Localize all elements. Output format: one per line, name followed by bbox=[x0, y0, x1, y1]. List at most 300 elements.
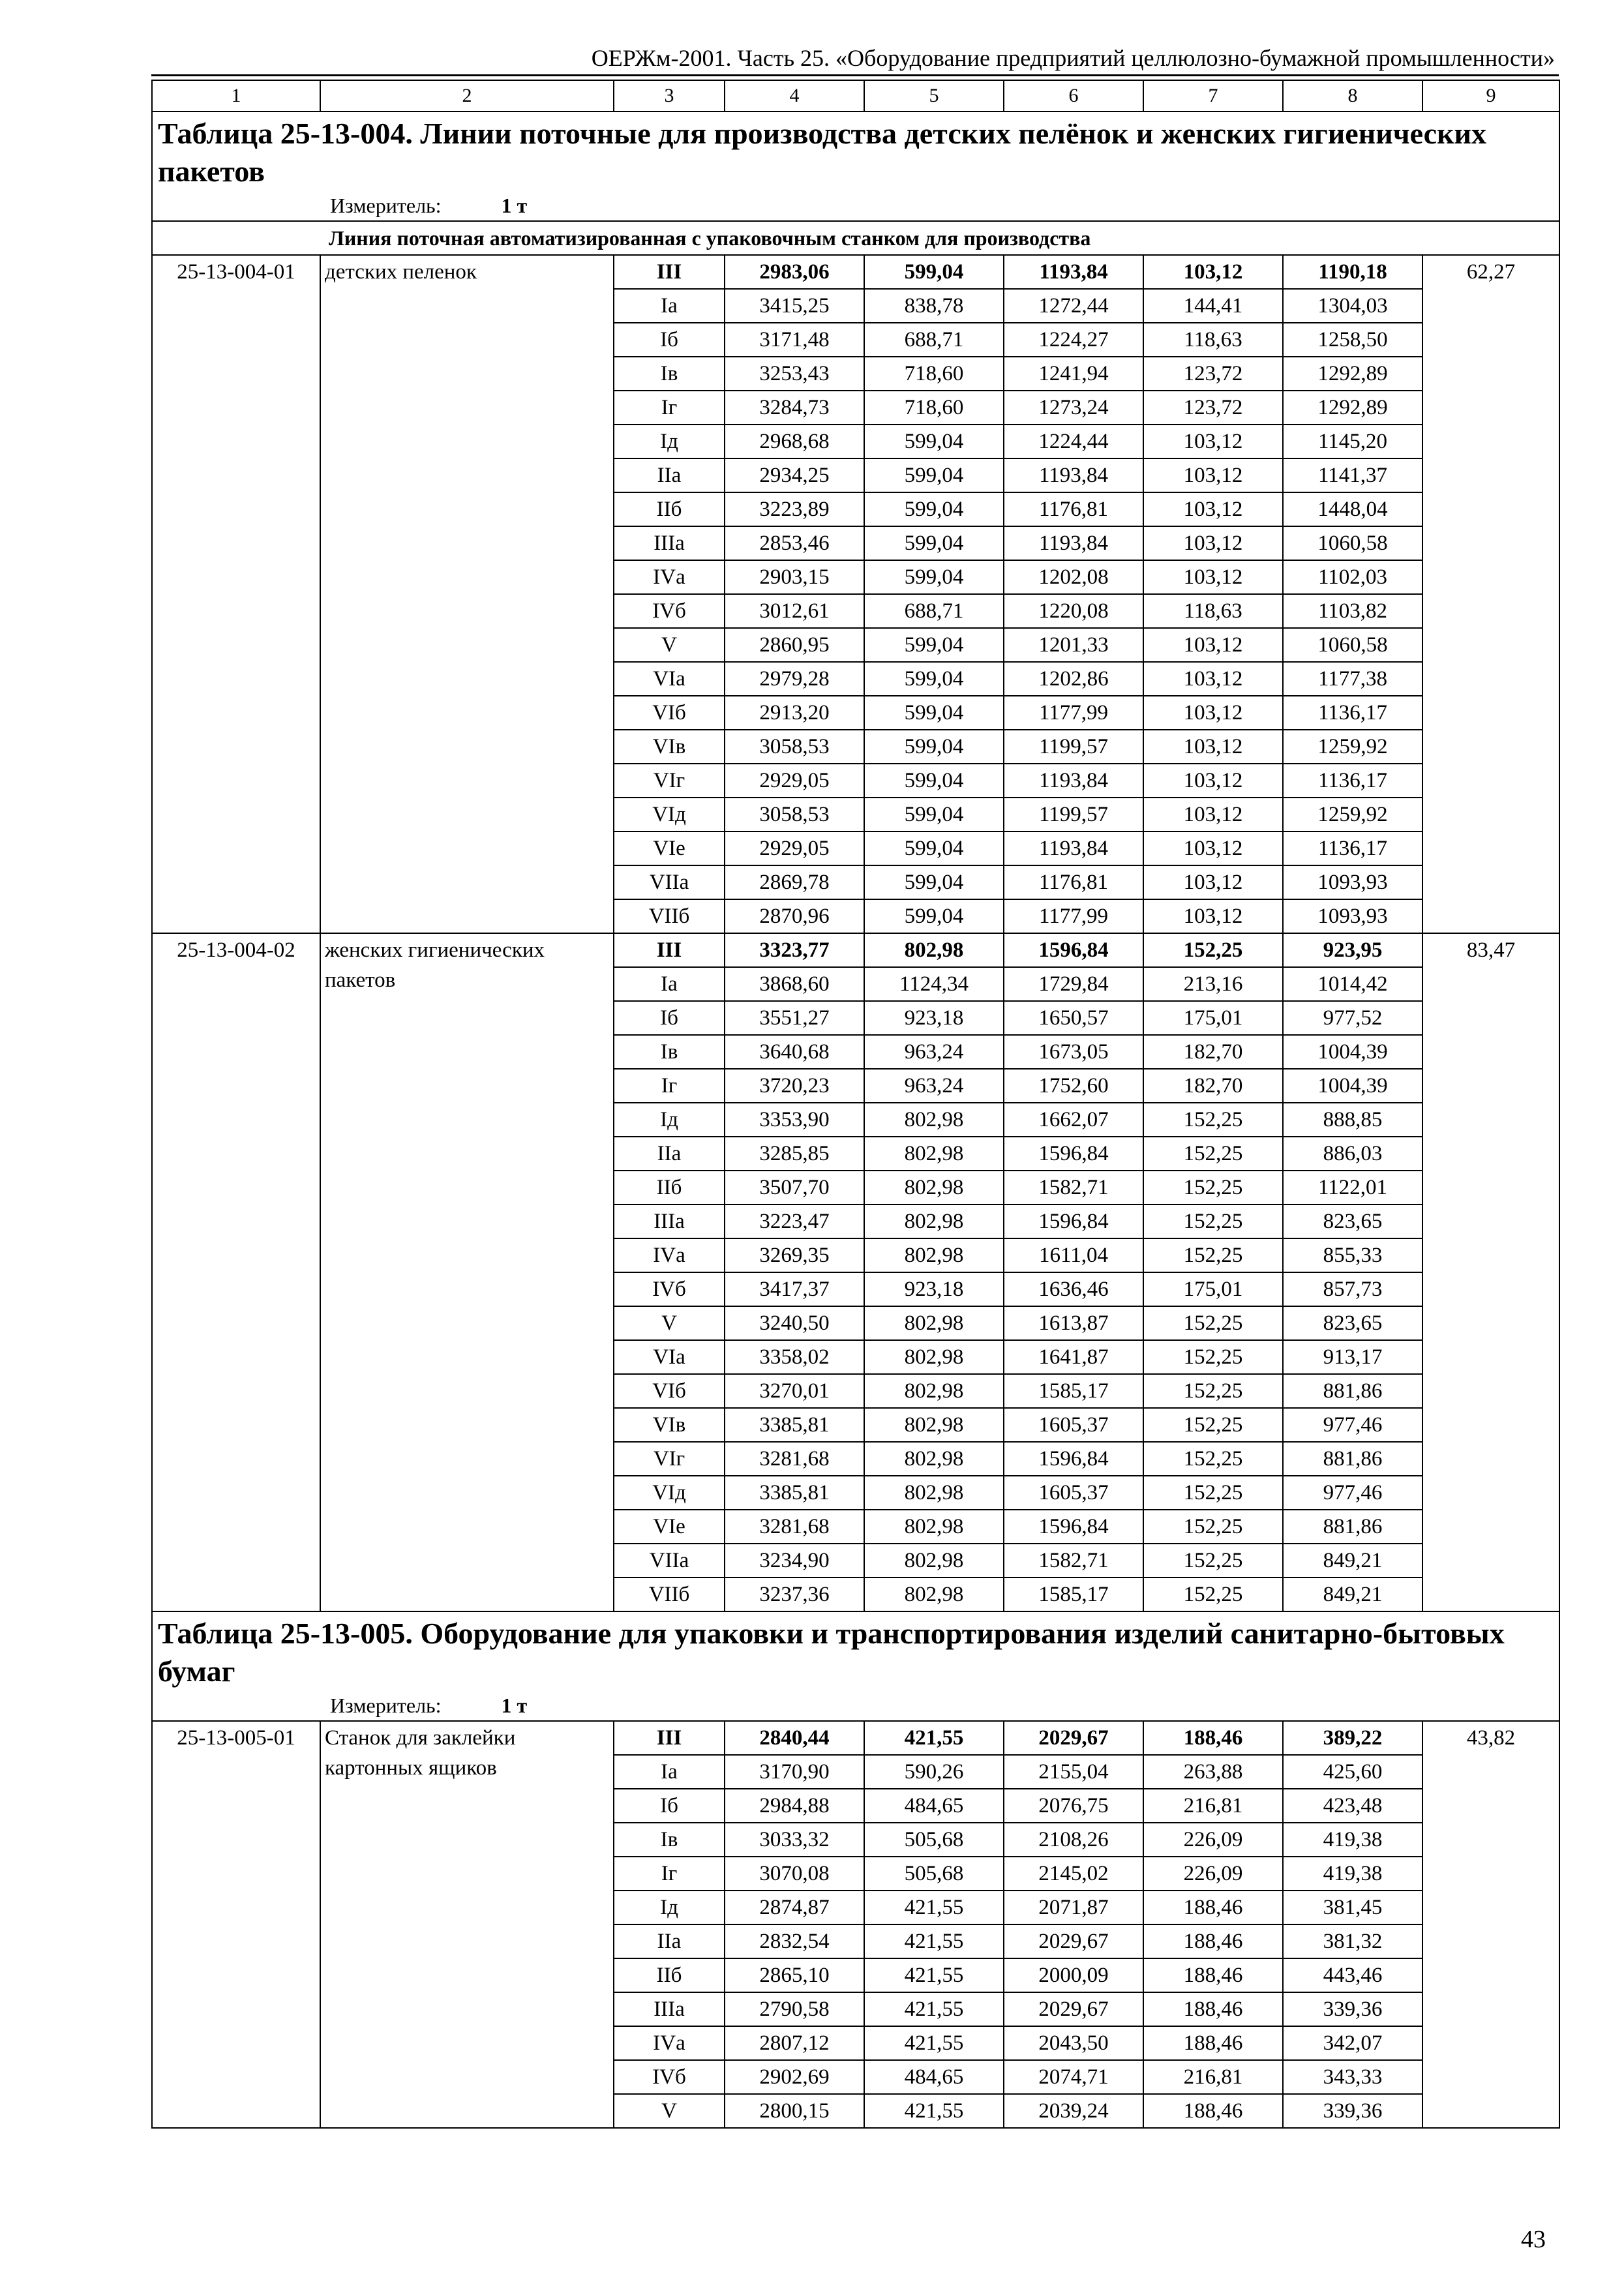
value-cell: 152,25 bbox=[1143, 1137, 1283, 1171]
zone-cell: Iв bbox=[614, 1035, 725, 1069]
value-cell: 1259,92 bbox=[1283, 798, 1422, 831]
zone-cell: VIIб bbox=[614, 1578, 725, 1611]
value-cell: 103,12 bbox=[1143, 255, 1283, 289]
table-row bbox=[152, 933, 1559, 967]
value-cell: 484,65 bbox=[864, 1789, 1004, 1823]
value-cell: 1060,58 bbox=[1283, 628, 1422, 662]
zone-cell: III bbox=[614, 255, 725, 289]
value-cell: 923,18 bbox=[864, 1272, 1004, 1306]
value-cell: 103,12 bbox=[1143, 662, 1283, 696]
item-col9: 62,27 bbox=[1422, 255, 1559, 933]
measure-label: Измеритель: bbox=[330, 1694, 442, 1717]
value-cell: 3417,37 bbox=[725, 1272, 864, 1306]
value-cell: 599,04 bbox=[864, 662, 1004, 696]
zone-cell: Iа bbox=[614, 289, 725, 323]
table-title-cell bbox=[152, 112, 1559, 221]
value-cell: 103,12 bbox=[1143, 628, 1283, 662]
item-name: детских пеленок bbox=[320, 255, 614, 933]
value-cell: 1582,71 bbox=[1004, 1544, 1143, 1578]
value-cell: 1177,99 bbox=[1004, 696, 1143, 730]
zone-cell: IIб bbox=[614, 1171, 725, 1204]
value-cell: 718,60 bbox=[864, 357, 1004, 391]
zone-cell: Iг bbox=[614, 391, 725, 425]
value-cell: 2029,67 bbox=[1004, 1992, 1143, 2026]
value-cell: 263,88 bbox=[1143, 1755, 1283, 1789]
zone-cell: Iа bbox=[614, 1755, 725, 1789]
value-cell: 3033,32 bbox=[725, 1823, 864, 1857]
zone-cell: IVа bbox=[614, 2026, 725, 2060]
value-cell: 1202,08 bbox=[1004, 560, 1143, 594]
value-cell: 226,09 bbox=[1143, 1857, 1283, 1891]
item-col9: 43,82 bbox=[1422, 1721, 1559, 2128]
value-cell: 1093,93 bbox=[1283, 899, 1422, 933]
value-cell: 1448,04 bbox=[1283, 492, 1422, 526]
column-number: 9 bbox=[1422, 80, 1559, 112]
value-cell: 1124,34 bbox=[864, 967, 1004, 1001]
value-cell: 2913,20 bbox=[725, 696, 864, 730]
value-cell: 152,25 bbox=[1143, 1340, 1283, 1374]
value-cell: 802,98 bbox=[864, 1137, 1004, 1171]
zone-cell: VIе bbox=[614, 1510, 725, 1544]
value-cell: 421,55 bbox=[864, 2094, 1004, 2128]
value-cell: 421,55 bbox=[864, 1958, 1004, 1992]
column-number: 2 bbox=[320, 80, 614, 112]
zone-cell: VIа bbox=[614, 662, 725, 696]
value-cell: 2865,10 bbox=[725, 1958, 864, 1992]
value-cell: 421,55 bbox=[864, 1891, 1004, 1924]
value-cell: 216,81 bbox=[1143, 1789, 1283, 1823]
value-cell: 103,12 bbox=[1143, 899, 1283, 933]
value-cell: 1199,57 bbox=[1004, 798, 1143, 831]
zone-cell: Iв bbox=[614, 357, 725, 391]
value-cell: 849,21 bbox=[1283, 1544, 1422, 1578]
value-cell: 213,16 bbox=[1143, 967, 1283, 1001]
value-cell: 3223,47 bbox=[725, 1204, 864, 1238]
value-cell: 881,86 bbox=[1283, 1510, 1422, 1544]
value-cell: 3237,36 bbox=[725, 1578, 864, 1611]
value-cell: 802,98 bbox=[864, 1103, 1004, 1137]
value-cell: 2155,04 bbox=[1004, 1755, 1143, 1789]
value-cell: 182,70 bbox=[1143, 1069, 1283, 1103]
item-name: женских гигиенических пакетов bbox=[320, 933, 614, 1611]
value-cell: 1596,84 bbox=[1004, 1137, 1143, 1171]
subheader-row bbox=[152, 221, 1559, 255]
zone-cell: V bbox=[614, 2094, 725, 2128]
value-cell: 802,98 bbox=[864, 933, 1004, 967]
value-cell: 886,03 bbox=[1283, 1137, 1422, 1171]
value-cell: 1585,17 bbox=[1004, 1578, 1143, 1611]
zone-cell: IIIа bbox=[614, 1204, 725, 1238]
zone-cell: VIе bbox=[614, 831, 725, 865]
value-cell: 342,07 bbox=[1283, 2026, 1422, 2060]
value-cell: 2979,28 bbox=[725, 662, 864, 696]
value-cell: 2874,87 bbox=[725, 1891, 864, 1924]
value-cell: 2071,87 bbox=[1004, 1891, 1143, 1924]
value-cell: 1136,17 bbox=[1283, 696, 1422, 730]
value-cell: 2807,12 bbox=[725, 2026, 864, 2060]
value-cell: 1193,84 bbox=[1004, 458, 1143, 492]
value-cell: 2108,26 bbox=[1004, 1823, 1143, 1857]
value-cell: 1292,89 bbox=[1283, 391, 1422, 425]
value-cell: 599,04 bbox=[864, 730, 1004, 764]
value-cell: 1004,39 bbox=[1283, 1069, 1422, 1103]
zone-cell: VIг bbox=[614, 1442, 725, 1476]
value-cell: 103,12 bbox=[1143, 730, 1283, 764]
zone-cell: VIб bbox=[614, 696, 725, 730]
value-cell: 2968,68 bbox=[725, 425, 864, 458]
value-cell: 2983,06 bbox=[725, 255, 864, 289]
zone-cell: IIIа bbox=[614, 526, 725, 560]
value-cell: 123,72 bbox=[1143, 391, 1283, 425]
zone-cell: Iг bbox=[614, 1069, 725, 1103]
zone-cell: IVб bbox=[614, 2060, 725, 2094]
value-cell: 3323,77 bbox=[725, 933, 864, 967]
value-cell: 1136,17 bbox=[1283, 764, 1422, 798]
value-cell: 175,01 bbox=[1143, 1272, 1283, 1306]
value-cell: 2870,96 bbox=[725, 899, 864, 933]
value-cell: 3170,90 bbox=[725, 1755, 864, 1789]
zone-cell: Iб bbox=[614, 1789, 725, 1823]
value-cell: 1224,27 bbox=[1004, 323, 1143, 357]
value-cell: 421,55 bbox=[864, 1721, 1004, 1755]
value-cell: 3415,25 bbox=[725, 289, 864, 323]
value-cell: 421,55 bbox=[864, 1924, 1004, 1958]
value-cell: 3070,08 bbox=[725, 1857, 864, 1891]
value-cell: 152,25 bbox=[1143, 1103, 1283, 1137]
zone-cell: V bbox=[614, 1306, 725, 1340]
value-cell: 599,04 bbox=[864, 831, 1004, 865]
zone-cell: IIIа bbox=[614, 1992, 725, 2026]
table-title-row bbox=[152, 1611, 1559, 1721]
zone-cell: VIIб bbox=[614, 899, 725, 933]
measure-line bbox=[158, 1690, 1554, 1720]
column-number: 5 bbox=[864, 80, 1004, 112]
value-cell: 2903,15 bbox=[725, 560, 864, 594]
zone-cell: Iб bbox=[614, 1001, 725, 1035]
value-cell: 423,48 bbox=[1283, 1789, 1422, 1823]
value-cell: 802,98 bbox=[864, 1408, 1004, 1442]
value-cell: 343,33 bbox=[1283, 2060, 1422, 2094]
value-cell: 1605,37 bbox=[1004, 1408, 1143, 1442]
value-cell: 389,22 bbox=[1283, 1721, 1422, 1755]
value-cell: 3171,48 bbox=[725, 323, 864, 357]
item-code: 25-13-004-02 bbox=[152, 933, 320, 1611]
value-cell: 152,25 bbox=[1143, 1578, 1283, 1611]
value-cell: 1272,44 bbox=[1004, 289, 1143, 323]
value-cell: 2832,54 bbox=[725, 1924, 864, 1958]
value-cell: 1596,84 bbox=[1004, 1510, 1143, 1544]
value-cell: 484,65 bbox=[864, 2060, 1004, 2094]
value-cell: 599,04 bbox=[864, 696, 1004, 730]
value-cell: 103,12 bbox=[1143, 492, 1283, 526]
value-cell: 2902,69 bbox=[725, 2060, 864, 2094]
value-cell: 118,63 bbox=[1143, 594, 1283, 628]
value-cell: 913,17 bbox=[1283, 1340, 1422, 1374]
value-cell: 1304,03 bbox=[1283, 289, 1422, 323]
value-cell: 152,25 bbox=[1143, 1510, 1283, 1544]
item-code: 25-13-005-01 bbox=[152, 1721, 320, 2128]
zone-cell: VIг bbox=[614, 764, 725, 798]
zone-cell: VIв bbox=[614, 730, 725, 764]
value-cell: 2984,88 bbox=[725, 1789, 864, 1823]
zone-cell: VIв bbox=[614, 1408, 725, 1442]
zone-cell: Iв bbox=[614, 1823, 725, 1857]
value-cell: 1662,07 bbox=[1004, 1103, 1143, 1137]
value-cell: 802,98 bbox=[864, 1476, 1004, 1510]
value-cell: 1259,92 bbox=[1283, 730, 1422, 764]
value-cell: 963,24 bbox=[864, 1069, 1004, 1103]
value-cell: 977,46 bbox=[1283, 1408, 1422, 1442]
page-number: 43 bbox=[1521, 2226, 1546, 2253]
value-cell: 3640,68 bbox=[725, 1035, 864, 1069]
item-code: 25-13-004-01 bbox=[152, 255, 320, 933]
value-cell: 599,04 bbox=[864, 865, 1004, 899]
value-cell: 1273,24 bbox=[1004, 391, 1143, 425]
value-cell: 1199,57 bbox=[1004, 730, 1143, 764]
value-cell: 152,25 bbox=[1143, 1306, 1283, 1340]
value-cell: 1093,93 bbox=[1283, 865, 1422, 899]
zone-cell: VIб bbox=[614, 1374, 725, 1408]
value-cell: 2039,24 bbox=[1004, 2094, 1143, 2128]
value-cell: 2076,75 bbox=[1004, 1789, 1143, 1823]
value-cell: 1145,20 bbox=[1283, 425, 1422, 458]
value-cell: 1224,44 bbox=[1004, 425, 1143, 458]
item-col9: 83,47 bbox=[1422, 933, 1559, 1611]
value-cell: 1136,17 bbox=[1283, 831, 1422, 865]
value-cell: 3058,53 bbox=[725, 730, 864, 764]
value-cell: 103,12 bbox=[1143, 865, 1283, 899]
value-cell: 3012,61 bbox=[725, 594, 864, 628]
value-cell: 802,98 bbox=[864, 1578, 1004, 1611]
value-cell: 923,95 bbox=[1283, 933, 1422, 967]
value-cell: 802,98 bbox=[864, 1340, 1004, 1374]
value-cell: 152,25 bbox=[1143, 1238, 1283, 1272]
value-cell: 1193,84 bbox=[1004, 526, 1143, 560]
measure-label: Измеритель: bbox=[330, 194, 442, 217]
value-cell: 2145,02 bbox=[1004, 1857, 1143, 1891]
value-cell: 3285,85 bbox=[725, 1137, 864, 1171]
value-cell: 3270,01 bbox=[725, 1374, 864, 1408]
value-cell: 1014,42 bbox=[1283, 967, 1422, 1001]
value-cell: 182,70 bbox=[1143, 1035, 1283, 1069]
column-number: 4 bbox=[725, 80, 864, 112]
running-header-text: ОЕРЖм-2001. Часть 25. «Оборудование предприятий целлюлозно-бумажной промышленности» bbox=[591, 45, 1555, 71]
value-cell: 3281,68 bbox=[725, 1510, 864, 1544]
value-cell: 339,36 bbox=[1283, 1992, 1422, 2026]
value-cell: 421,55 bbox=[864, 1992, 1004, 2026]
table-title: Таблица 25-13-004. Линии поточные для производства детских пелёнок и женских гигиенических пакетов bbox=[158, 117, 1487, 188]
column-number-row bbox=[152, 80, 1559, 112]
table-title: Таблица 25-13-005. Оборудование для упаковки и транспортирования изделий санитарно-бытовых бумаг bbox=[158, 1617, 1505, 1688]
value-cell: 188,46 bbox=[1143, 1721, 1283, 1755]
value-cell: 1190,18 bbox=[1283, 255, 1422, 289]
value-cell: 3281,68 bbox=[725, 1442, 864, 1476]
value-cell: 599,04 bbox=[864, 560, 1004, 594]
value-cell: 118,63 bbox=[1143, 323, 1283, 357]
value-cell: 823,65 bbox=[1283, 1204, 1422, 1238]
value-cell: 152,25 bbox=[1143, 1171, 1283, 1204]
zone-cell: IVа bbox=[614, 560, 725, 594]
value-cell: 1641,87 bbox=[1004, 1340, 1143, 1374]
value-cell: 599,04 bbox=[864, 255, 1004, 289]
value-cell: 2840,44 bbox=[725, 1721, 864, 1755]
value-cell: 599,04 bbox=[864, 526, 1004, 560]
zone-cell: IVб bbox=[614, 1272, 725, 1306]
value-cell: 823,65 bbox=[1283, 1306, 1422, 1340]
value-cell: 1004,39 bbox=[1283, 1035, 1422, 1069]
value-cell: 599,04 bbox=[864, 899, 1004, 933]
value-cell: 2869,78 bbox=[725, 865, 864, 899]
value-cell: 1193,84 bbox=[1004, 764, 1143, 798]
value-cell: 1585,17 bbox=[1004, 1374, 1143, 1408]
value-cell: 188,46 bbox=[1143, 2026, 1283, 2060]
value-cell: 1596,84 bbox=[1004, 1442, 1143, 1476]
value-cell: 1292,89 bbox=[1283, 357, 1422, 391]
value-cell: 103,12 bbox=[1143, 831, 1283, 865]
value-cell: 2043,50 bbox=[1004, 2026, 1143, 2060]
value-cell: 3223,89 bbox=[725, 492, 864, 526]
value-cell: 802,98 bbox=[864, 1510, 1004, 1544]
zone-cell: VIд bbox=[614, 798, 725, 831]
value-cell: 1102,03 bbox=[1283, 560, 1422, 594]
value-cell: 188,46 bbox=[1143, 1992, 1283, 2026]
value-cell: 3234,90 bbox=[725, 1544, 864, 1578]
value-cell: 1596,84 bbox=[1004, 933, 1143, 967]
value-cell: 802,98 bbox=[864, 1442, 1004, 1476]
value-cell: 802,98 bbox=[864, 1238, 1004, 1272]
zone-cell: Iг bbox=[614, 1857, 725, 1891]
zone-cell: IIа bbox=[614, 1137, 725, 1171]
value-cell: 977,46 bbox=[1283, 1476, 1422, 1510]
value-cell: 857,73 bbox=[1283, 1272, 1422, 1306]
value-cell: 152,25 bbox=[1143, 1374, 1283, 1408]
value-cell: 3385,81 bbox=[725, 1476, 864, 1510]
value-cell: 3385,81 bbox=[725, 1408, 864, 1442]
value-cell: 188,46 bbox=[1143, 1958, 1283, 1992]
value-cell: 2853,46 bbox=[725, 526, 864, 560]
value-cell: 3240,50 bbox=[725, 1306, 864, 1340]
value-cell: 421,55 bbox=[864, 2026, 1004, 2060]
value-cell: 802,98 bbox=[864, 1171, 1004, 1204]
value-cell: 152,25 bbox=[1143, 1544, 1283, 1578]
value-cell: 1650,57 bbox=[1004, 1001, 1143, 1035]
value-cell: 3353,90 bbox=[725, 1103, 864, 1137]
value-cell: 1611,04 bbox=[1004, 1238, 1143, 1272]
value-cell: 103,12 bbox=[1143, 764, 1283, 798]
value-cell: 152,25 bbox=[1143, 933, 1283, 967]
value-cell: 188,46 bbox=[1143, 1891, 1283, 1924]
value-cell: 188,46 bbox=[1143, 1924, 1283, 1958]
value-cell: 152,25 bbox=[1143, 1408, 1283, 1442]
table-title-row bbox=[152, 112, 1559, 221]
value-cell: 1220,08 bbox=[1004, 594, 1143, 628]
value-cell: 881,86 bbox=[1283, 1374, 1422, 1408]
value-cell: 599,04 bbox=[864, 492, 1004, 526]
value-cell: 1596,84 bbox=[1004, 1204, 1143, 1238]
value-cell: 881,86 bbox=[1283, 1442, 1422, 1476]
column-number: 7 bbox=[1143, 80, 1283, 112]
column-number: 8 bbox=[1283, 80, 1422, 112]
zone-cell: IIб bbox=[614, 492, 725, 526]
value-cell: 1122,01 bbox=[1283, 1171, 1422, 1204]
value-cell: 1258,50 bbox=[1283, 323, 1422, 357]
value-cell: 3358,02 bbox=[725, 1340, 864, 1374]
value-cell: 2800,15 bbox=[725, 2094, 864, 2128]
value-cell: 152,25 bbox=[1143, 1476, 1283, 1510]
value-cell: 2074,71 bbox=[1004, 2060, 1143, 2094]
value-cell: 1613,87 bbox=[1004, 1306, 1143, 1340]
value-cell: 103,12 bbox=[1143, 526, 1283, 560]
value-cell: 1729,84 bbox=[1004, 967, 1143, 1001]
value-cell: 855,33 bbox=[1283, 1238, 1422, 1272]
measure-value: 1 т bbox=[501, 194, 528, 217]
value-cell: 419,38 bbox=[1283, 1857, 1422, 1891]
table-body bbox=[152, 80, 1559, 2128]
value-cell: 1636,46 bbox=[1004, 1272, 1143, 1306]
value-cell: 1060,58 bbox=[1283, 526, 1422, 560]
value-cell: 688,71 bbox=[864, 323, 1004, 357]
value-cell: 977,52 bbox=[1283, 1001, 1422, 1035]
measure-line bbox=[158, 190, 1554, 220]
value-cell: 599,04 bbox=[864, 798, 1004, 831]
value-cell: 599,04 bbox=[864, 628, 1004, 662]
value-cell: 144,41 bbox=[1143, 289, 1283, 323]
zone-cell: IIб bbox=[614, 1958, 725, 1992]
value-cell: 1582,71 bbox=[1004, 1171, 1143, 1204]
value-cell: 3507,70 bbox=[725, 1171, 864, 1204]
zone-cell: IIа bbox=[614, 1924, 725, 1958]
value-cell: 123,72 bbox=[1143, 357, 1283, 391]
value-cell: 339,36 bbox=[1283, 2094, 1422, 2128]
value-cell: 802,98 bbox=[864, 1374, 1004, 1408]
zone-cell: IVб bbox=[614, 594, 725, 628]
column-number: 3 bbox=[614, 80, 725, 112]
value-cell: 381,32 bbox=[1283, 1924, 1422, 1958]
table-row bbox=[152, 1721, 1559, 1755]
value-cell: 1176,81 bbox=[1004, 865, 1143, 899]
value-cell: 923,18 bbox=[864, 1001, 1004, 1035]
value-cell: 718,60 bbox=[864, 391, 1004, 425]
value-cell: 1103,82 bbox=[1283, 594, 1422, 628]
value-cell: 425,60 bbox=[1283, 1755, 1422, 1789]
value-cell: 599,04 bbox=[864, 458, 1004, 492]
value-cell: 1177,99 bbox=[1004, 899, 1143, 933]
subheader-cell: Линия поточная автоматизированная с упаковочным станком для производства bbox=[152, 221, 1559, 255]
value-cell: 3253,43 bbox=[725, 357, 864, 391]
value-cell: 1605,37 bbox=[1004, 1476, 1143, 1510]
value-cell: 443,46 bbox=[1283, 1958, 1422, 1992]
zone-cell: III bbox=[614, 1721, 725, 1755]
zone-cell: VIд bbox=[614, 1476, 725, 1510]
zone-cell: III bbox=[614, 933, 725, 967]
value-cell: 3058,53 bbox=[725, 798, 864, 831]
value-cell: 103,12 bbox=[1143, 798, 1283, 831]
value-cell: 175,01 bbox=[1143, 1001, 1283, 1035]
value-cell: 802,98 bbox=[864, 1306, 1004, 1340]
value-cell: 216,81 bbox=[1143, 2060, 1283, 2094]
zone-cell: IVа bbox=[614, 1238, 725, 1272]
value-cell: 3551,27 bbox=[725, 1001, 864, 1035]
value-cell: 838,78 bbox=[864, 289, 1004, 323]
value-cell: 103,12 bbox=[1143, 560, 1283, 594]
value-cell: 1141,37 bbox=[1283, 458, 1422, 492]
value-cell: 688,71 bbox=[864, 594, 1004, 628]
running-header bbox=[151, 42, 1559, 76]
value-cell: 419,38 bbox=[1283, 1823, 1422, 1857]
value-cell: 1177,38 bbox=[1283, 662, 1422, 696]
value-cell: 2934,25 bbox=[725, 458, 864, 492]
value-cell: 103,12 bbox=[1143, 696, 1283, 730]
